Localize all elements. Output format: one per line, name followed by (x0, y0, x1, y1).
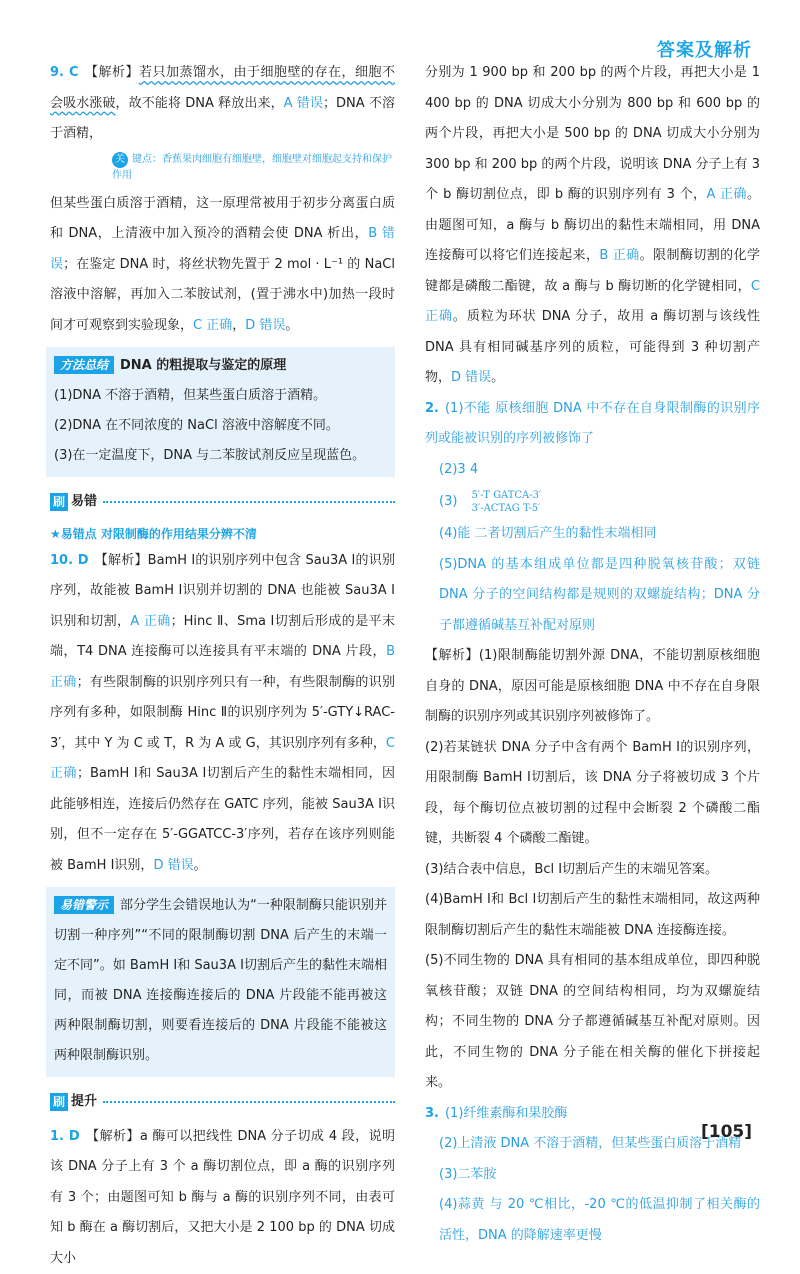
q2-explanation-1: 【解析】(1)限制酶能切割外源 DNA，不能切割原核细胞自身的 DNA，原因可能是原核细胞 DNA 中不存在自身限制酶的识别序列或其识别序列被修饰了。 (425, 641, 760, 733)
q9-highlight: 若只加蒸馏水，由于细胞壁的存在，细胞不会吸水涨破 (50, 65, 395, 111)
section-improve (50, 1087, 395, 1118)
q9-text: ，故不能将 DNA 释放出来， (116, 96, 284, 111)
section-easy-error (50, 487, 395, 518)
q1-text: 【解析】a 酶可以把线性 DNA 分子切成 4 段，说明该 DNA 分子上有 3 个 a 酶切割位点，即 a 酶的识别序列有 3 个；由题图可知 b 酶与 a 酶的识别序列不同，由表可知 b 酶在 a 酶切割后，又把大小是 2 100 bp 的 DNA 切成大小 (50, 1129, 395, 1266)
q2-explanation-5: (5)不同生物的 DNA 具有相同的基本组成单位，即四种脱氧核苷酸；双链 DNA 的空间结构相同，均为双螺旋结构；不同生物的 DNA 分子都遵循碱基互补配对原则。因此，不同生物的 DNA 分子能在相关酶的催化下拼接起来。 (425, 946, 760, 1099)
method-heading: DNA 的粗提取与鉴定的原理 (120, 358, 286, 373)
q10-text: 【解析】BamH Ⅰ的识别序列中包含 Sau3A Ⅰ的识别序列，故能被 BamH Ⅰ识别并切割的 DNA 也能被 Sau3A Ⅰ识别和切割， (50, 553, 395, 629)
q3-answer-2: (2)上清液 DNA 不溶于酒精，但某些蛋白质溶于酒精 (425, 1129, 760, 1160)
q9-label: 【解析】 (85, 65, 139, 80)
warning-badge: 易错警示 (54, 896, 114, 914)
q1-option-d: D 错误 (451, 370, 491, 385)
q1-text: 分别为 1 900 bp 和 200 bp 的两个片段，再把大小是 1 400 bp 的 DNA 切成大小分别为 800 bp 和 600 bp 的两个片段，再把大小是 500 bp 的 DNA 切成大小分别为 300 bp 和 200 bp 的两个片段，说明该 DNA 分子上有 3 个 b 酶切割位点，即 b 酶的识别序列有 3 个， (425, 65, 760, 202)
q10-option-b: B 正确 (50, 644, 395, 690)
q10-text: ；BamH Ⅰ和 Sau3A Ⅰ切割后产生的黏性末端相同，因此能够相连，连接后仍然存在 GATC 序列，能被 Sau3A Ⅰ识别，但不一定存在 5′-GGATCC-3′序列，若存在该序列则能被 BamH Ⅰ识别， (50, 766, 395, 873)
method-summary-box (46, 347, 395, 477)
q9-option-d: D 错误 (245, 318, 285, 333)
q9-number: 9. C (50, 65, 79, 80)
q2-answer-1 (425, 394, 760, 455)
q9-continued (50, 189, 395, 342)
q2-answer-5: (5)DNA 的基本组成单位都是四种脱氧核苷酸；双链 DNA 分子的空间结构都是规则的双螺旋结构；DNA 分子都遵循碱基互补配对原则 (425, 550, 760, 642)
error-warning-box (46, 887, 395, 1077)
method-badge: 方法总结 (54, 356, 114, 374)
q10-option-d: D 错误 (153, 858, 193, 873)
q1-option-b: B 正确 (599, 248, 639, 263)
section-tag: 刷 (50, 493, 68, 511)
sequence-top: 5′-T GATCA-3′ (472, 490, 542, 501)
keypoint-text: 键点：香蕉果肉细胞有细胞壁，细胞壁对细胞起支持和保护作用 (112, 154, 392, 181)
sequence-bottom: 3′-ACTAG T-5′ (472, 503, 541, 514)
q2-text: (1)不能 原核细胞 DNA 中不存在自身限制酶的识别序列或能被识别的序列被修饰了 (425, 401, 760, 447)
q10-number: 10. D (50, 553, 89, 568)
q9-answer (50, 58, 395, 150)
q2-label: (3) (439, 494, 457, 509)
q9-text: ， (232, 318, 245, 333)
q10-text: 。 (194, 858, 207, 873)
error-point-title: ★易错点 对限制酶的作用结果分辨不清 (50, 522, 395, 546)
page-header: 答案及解析 (657, 36, 752, 62)
left-column (50, 58, 395, 1274)
method-item: (1)DNA 不溶于酒精，但某些蛋白质溶于酒精。 (54, 381, 387, 411)
sticky-end-sequence (472, 489, 542, 515)
q2-explanation-3: (3)结合表中信息，Bcl Ⅰ切割后产生的末端见答案。 (425, 855, 760, 886)
q9-option-c: C 正确 (193, 318, 232, 333)
divider (103, 1101, 395, 1103)
q1-text: 。限制酶切割的化学键都是磷酸二酯键，故 a 酶与 b 酶切断的化学键相同， (425, 248, 760, 294)
q10-answer (50, 546, 395, 882)
q2-answer-4: (4)能 二者切割后产生的黏性末端相同 (425, 519, 760, 550)
q1-option-a: A 正确 (707, 187, 747, 202)
q9-text: ；在鉴定 DNA 时，将丝状物先置于 2 mol · L⁻¹ 的 NaCl 溶液中溶解，再加入二苯胺试剂，(置于沸水中)加热一段时间才可观察到实验现象， (50, 257, 395, 333)
q2-answer-2: (2)3 4 (425, 455, 760, 486)
q1-option-c: C 正确 (425, 279, 760, 325)
section-tag: 刷 (50, 1093, 68, 1111)
q1-number: 1. D (50, 1129, 80, 1144)
warning-text: 部分学生会错误地认为“一种限制酶只能识别并切割一种序列”“不同的限制酶切割 DNA 后产生的末端一定不同”。如 BamH Ⅰ和 Sau3A Ⅰ切割后产生的黏性末端相同，而被 DNA 连接酶连接后的 DNA 片段能不能再被这两种限制酶切割，则要看连接后的 DNA 片段能不能被这两种限制酶识别。 (54, 898, 387, 1063)
q1-answer (50, 1122, 395, 1274)
method-item: (3)在一定温度下，DNA 与二苯胺试剂反应呈现蓝色。 (54, 441, 387, 471)
q2-explanation-2: (2)若某链状 DNA 分子中含有两个 BamH Ⅰ的识别序列，用限制酶 BamH Ⅰ切割后，该 DNA 分子将被切成 3 个片段，每个酶切位点被切割的过程中会断裂 2 个磷酸二酯键，共断裂 4 个磷酸二酯键。 (425, 733, 760, 855)
q2-number: 2. (425, 401, 439, 416)
q1-text: 。由题图可知，a 酶与 b 酶切出的黏性末端相同，用 DNA 连接酶可以将它们连接起来， (425, 187, 760, 263)
q9-option-a: A 错误 (284, 96, 323, 111)
q10-option-a: A 正确 (130, 614, 170, 629)
key-icon: 关 (112, 152, 128, 168)
q1-text: 。 (491, 370, 504, 385)
keypoint-note (50, 152, 395, 183)
section-title: 易错 (71, 487, 97, 518)
divider (103, 501, 395, 503)
q3-text: (1)纤维素酶和果胶酶 (445, 1106, 567, 1121)
q10-text: ；有些限制酶的识别序列只有一种，有些限制酶的识别序列有多种，如限制酶 Hinc Ⅱ的识别序列为 5′-GTY↓RAC-3′，其中 Y 为 C 或 T，R 为 A 或 G，其识别序列有多种， (50, 675, 395, 751)
q9-text: ；DNA 不溶于酒精， (50, 96, 395, 142)
q3-answer-4: (4)蒜黄 与 20 ℃相比，-20 ℃的低温抑制了相关酶的活性，DNA 的降解速率更慢 (425, 1190, 760, 1251)
method-item: (2)DNA 在不同浓度的 NaCl 溶液中溶解度不同。 (54, 411, 387, 441)
section-title: 提升 (71, 1087, 97, 1118)
q10-option-c: C 正确 (50, 736, 395, 782)
page-number: [105] (701, 1122, 752, 1142)
q9-option-b: B 错误 (50, 226, 395, 272)
q9-text: 。 (285, 318, 298, 333)
q3-number: 3. (425, 1106, 439, 1121)
q1-continued (425, 58, 760, 394)
q2-explanation-4: (4)BamH Ⅰ和 Bcl Ⅰ切割后产生的黏性末端相同，故这两种限制酶切割后产生的黏性末端能被 DNA 连接酶连接。 (425, 885, 760, 946)
q2-answer-3 (425, 485, 760, 519)
q3-answer-3: (3)二苯胺 (425, 1160, 760, 1191)
q10-text: ；Hinc Ⅱ、Sma Ⅰ切割后形成的是平末端，T4 DNA 连接酶可以连接具有平末端的 DNA 片段， (50, 614, 395, 660)
right-column (425, 58, 760, 1251)
q1-text: 。质粒为环状 DNA 分子，故用 a 酶切割与该线性 DNA 具有相同碱基序列的质粒，可能得到 3 种切割产物， (425, 309, 760, 385)
q9-text: 但某些蛋白质溶于酒精，这一原理常被用于初步分离蛋白质和 DNA，上清液中加入预冷的酒精会使 DNA 析出， (50, 196, 395, 242)
